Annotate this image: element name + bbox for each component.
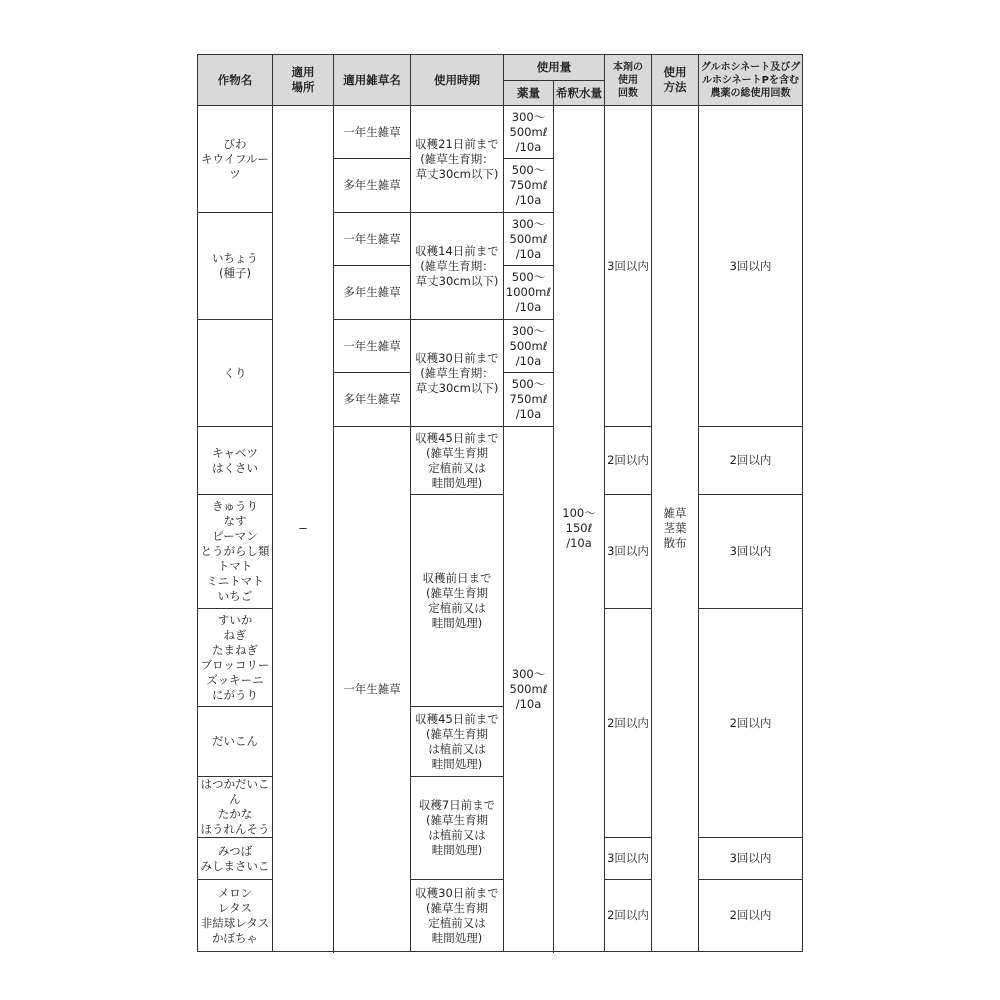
method-cell: 雑草 茎葉 散布 xyxy=(652,106,699,952)
weed-perennial: 多年生雑草 xyxy=(334,266,411,320)
crop-daikon: だいこん xyxy=(198,707,273,777)
count-cell: 2回以内 xyxy=(605,880,652,952)
weed-annual: 一年生雑草 xyxy=(334,213,411,266)
amount-cell: 300〜 500mℓ /10a xyxy=(504,320,554,373)
weed-annual: 一年生雑草 xyxy=(334,106,411,159)
header-dilution: 希釈水量 xyxy=(554,81,605,106)
header-place: 適用 場所 xyxy=(273,55,334,106)
header-total-count: グルホシネート及びグ ルホシネートPを含む 農薬の総使用回数 xyxy=(699,55,803,106)
total-count-cell: 3回以内 xyxy=(699,838,803,880)
header-method: 使用 方法 xyxy=(652,55,699,106)
crop-melon: メロン レタス 非結球レタス かぼちゃ xyxy=(198,880,273,952)
amount-cell: 500〜 750mℓ /10a xyxy=(504,159,554,213)
pesticide-usage-table xyxy=(197,54,803,952)
weed-perennial: 多年生雑草 xyxy=(334,373,411,427)
place-cell: − xyxy=(273,106,334,952)
dilution-cell: 100〜 150ℓ /10a xyxy=(554,106,605,952)
timing-hatsuka-mitsuba: 収穫7日前まで (雑草生育期 は植前又は 畦間処理) xyxy=(411,777,504,880)
crop-biwa: びわ キウイフルーツ xyxy=(198,106,273,213)
timing-daikon: 収穫45日前まで (雑草生育期 は植前又は 畦間処理) xyxy=(411,707,504,777)
amount-lower: 300〜 500mℓ /10a xyxy=(504,427,554,952)
total-count-cell: 2回以内 xyxy=(699,880,803,952)
timing-kyuri-suika: 収穫前日まで (雑草生育期 定植前又は 畦間処理) xyxy=(411,495,504,707)
crop-hatsukadaikon: はつかだいこん たかな ほうれんそう xyxy=(198,777,273,838)
weed-annual-lower: 一年生雑草 xyxy=(334,427,411,952)
count-cell: 3回以内 xyxy=(605,495,652,609)
count-cell: 3回以内 xyxy=(605,106,652,427)
total-count-cell: 3回以内 xyxy=(699,495,803,609)
crop-kyuri: きゅうり なす ピーマン とうがらし類 トマト ミニトマト いちご xyxy=(198,495,273,609)
count-cell: 3回以内 xyxy=(605,838,652,880)
timing-cabbage: 収穫45日前まで (雑草生育期 定植前又は 畦間処理) xyxy=(411,427,504,495)
amount-cell: 500〜 1000mℓ /10a xyxy=(504,266,554,320)
crop-cabbage: キャベツ はくさい xyxy=(198,427,273,495)
crop-suika: すいか ねぎ たまねぎ ブロッコリー ズッキーニ にがうり xyxy=(198,609,273,707)
amount-cell: 300〜 500mℓ /10a xyxy=(504,213,554,266)
timing-icho: 収穫14日前まで (雑草生育期： 草丈30cm以下) xyxy=(411,213,504,320)
header-amount: 使用量 xyxy=(504,55,605,81)
total-count-cell: 2回以内 xyxy=(699,427,803,495)
weed-annual: 一年生雑草 xyxy=(334,320,411,373)
timing-biwa: 収穫21日前まで (雑草生育期： 草丈30cm以下) xyxy=(411,106,504,213)
weed-perennial: 多年生雑草 xyxy=(334,159,411,213)
crop-icho: いちょう (種子) xyxy=(198,213,273,320)
header-count: 本剤の 使用 回数 xyxy=(605,55,652,106)
total-count-cell: 3回以内 xyxy=(699,106,803,427)
header-weed: 適用雑草名 xyxy=(334,55,411,106)
timing-melon: 収穫30日前まで (雑草生育期 定植前又は 畦間処理) xyxy=(411,880,504,952)
count-cell: 2回以内 xyxy=(605,427,652,495)
crop-kuri: くり xyxy=(198,320,273,427)
header-crop: 作物名 xyxy=(198,55,273,106)
total-count-cell: 2回以内 xyxy=(699,609,803,838)
timing-kuri: 収穫30日前まで (雑草生育期： 草丈30cm以下) xyxy=(411,320,504,427)
amount-cell: 500〜 750mℓ /10a xyxy=(504,373,554,427)
amount-cell: 300〜 500mℓ /10a xyxy=(504,106,554,159)
crop-mitsuba: みつば みしまさいこ xyxy=(198,838,273,880)
header-timing: 使用時期 xyxy=(411,55,504,106)
header-chemical-amount: 薬量 xyxy=(504,81,554,106)
count-cell: 2回以内 xyxy=(605,609,652,838)
